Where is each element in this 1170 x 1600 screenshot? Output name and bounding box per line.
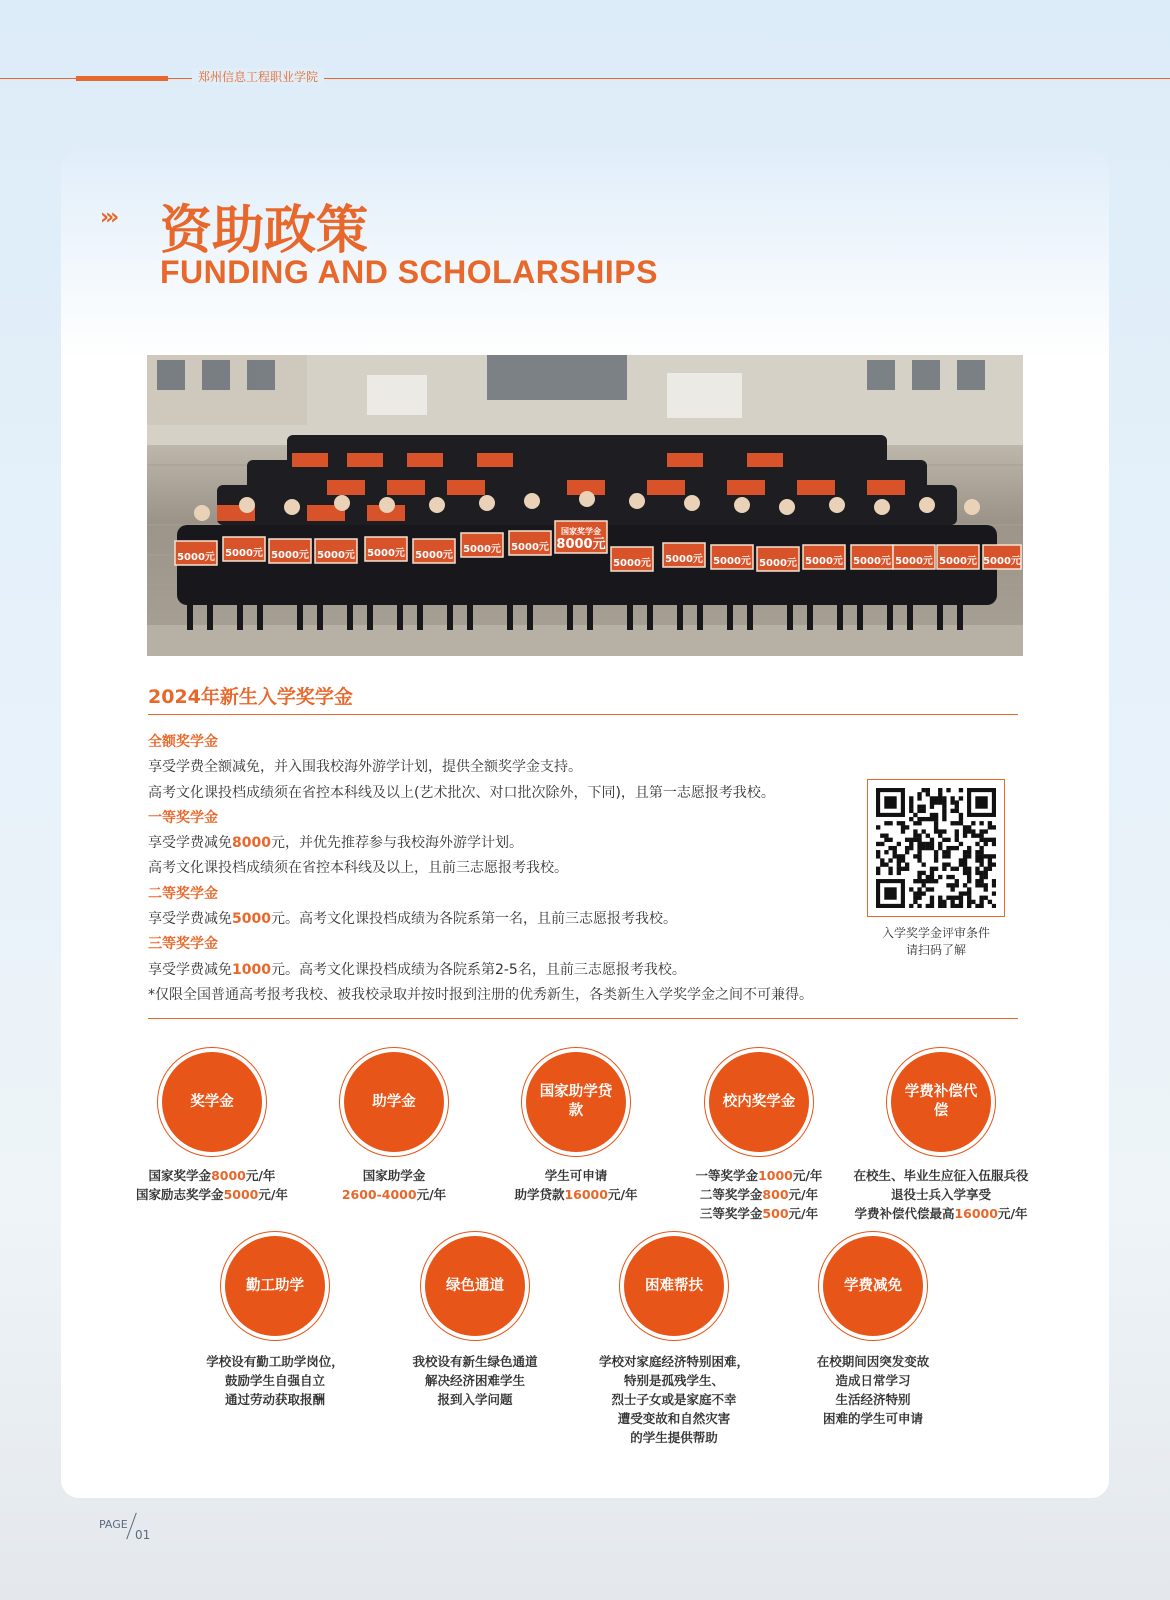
sign-amount: 5000元 [317, 550, 355, 561]
funding-label: 绿色通道 [446, 1277, 504, 1294]
funding-desc-tuition-compensation [836, 1166, 1046, 1223]
desc-line: 困难的学生可申请 [822, 1411, 923, 1426]
qr-code[interactable] [867, 779, 1005, 917]
page-label: PAGE [99, 1518, 128, 1531]
funding-circle-green-channel [425, 1236, 525, 1336]
sign-amount: 5000元 [367, 548, 405, 559]
funding-desc-scholarship [112, 1166, 312, 1204]
desc-line: 二等奖学金800元/年 [699, 1187, 819, 1202]
sign-amount: 5000元 [895, 556, 933, 567]
funding-circle-grant [344, 1052, 444, 1152]
funding-circle-loan [526, 1052, 626, 1152]
sign-amount: 5000元 [613, 558, 651, 569]
desc-line: 特别是孤残学生、 [623, 1373, 724, 1388]
full-scholarship-requirement: 高考文化课投档成绩须在省控本科线及以上(艺术批次、对口批次除外，下同)，且第一志愿报考我校。 [148, 784, 775, 801]
page-title: 资助政策 [160, 201, 369, 261]
second-class-amount: 5000 [232, 911, 271, 928]
scholarship-note: *仅限全国普通高考报考我校、被我校录取并按时报到注册的优秀新生，各类新生入学奖学金之间不可兼得。 [148, 986, 813, 1003]
sign-amount: 5000元 [271, 550, 309, 561]
first-class-requirement: 高考文化课投档成绩须在省控本科线及以上，且前三志愿报考我校。 [148, 860, 568, 877]
second-class-pre: 享受学费减免 [148, 911, 232, 928]
funding-label: 学费减免 [844, 1277, 902, 1294]
desc-line: 我校设有新生绿色通道 [412, 1354, 538, 1369]
header-rule [0, 78, 1170, 79]
sign-amount: 5000元 [759, 558, 797, 569]
group-photo-illustration [147, 355, 1023, 656]
desc-line: 国家励志奖学金5000元/年 [136, 1187, 288, 1202]
first-class-heading: 一等奖学金 [148, 809, 218, 826]
sign-amount: 5000元 [225, 548, 263, 559]
funding-desc-green-channel [375, 1352, 575, 1409]
sign-amount: 5000元 [939, 556, 977, 567]
desc-line: 国家助学金 [362, 1168, 426, 1183]
funding-label: 奖学金 [190, 1093, 234, 1110]
header-accent-bar [76, 76, 168, 81]
big-sign-amount: 8000元 [556, 537, 606, 552]
desc-line: 鼓励学生自强自立 [224, 1373, 325, 1388]
desc-line: 三等奖学金500元/年 [699, 1206, 819, 1221]
sign-amount: 5000元 [983, 556, 1021, 567]
desc-line: 通过劳动获取报酬 [224, 1392, 325, 1407]
freshman-scholarship-title: 2024年新生入学奖学金 [148, 686, 353, 708]
desc-line: 解决经济困难学生 [424, 1373, 525, 1388]
chevrons-icon: ››› [100, 205, 116, 230]
funding-desc-work-study [175, 1352, 375, 1409]
desc-line: 国家奖学金8000元/年 [148, 1168, 276, 1183]
funding-desc-loan [476, 1166, 676, 1204]
desc-line: 学校对家庭经济特别困难， [598, 1354, 749, 1369]
full-scholarship-benefit: 享受学费全额减免，并入围我校海外游学计划，提供全额奖学金支持。 [148, 759, 582, 776]
third-class-heading: 三等奖学金 [148, 936, 218, 953]
funding-circle-scholarship [162, 1052, 262, 1152]
big-sign-title: 国家奖学金 [561, 527, 601, 536]
funding-circle-campus-scholarship [709, 1052, 809, 1152]
qr-code-pattern [876, 788, 996, 908]
funding-label: 困难帮扶 [645, 1277, 703, 1294]
desc-line: 学生可申请 [544, 1168, 608, 1183]
funding-label: 助学金 [372, 1093, 416, 1110]
funding-circle-hardship-support [624, 1236, 724, 1336]
funding-label: 学费补偿代偿 [904, 1084, 978, 1119]
desc-line: 遭受变故和自然灾害 [617, 1411, 731, 1426]
desc-line: 造成日常学习 [835, 1373, 911, 1388]
first-class-amount: 8000 [232, 835, 271, 852]
funding-desc-campus-scholarship [659, 1166, 859, 1223]
sign-amount: 5000元 [511, 542, 549, 553]
desc-line: 2600-4000元/年 [341, 1187, 447, 1202]
first-class-pre: 享受学费减免 [148, 835, 232, 852]
funding-desc-hardship-support [574, 1352, 774, 1447]
desc-line: 退役士兵入学享受 [890, 1187, 991, 1202]
page-number: 01 [135, 1528, 151, 1542]
funding-circle-tuition-compensation [891, 1052, 991, 1152]
second-class-benefit [148, 907, 848, 932]
sign-amount: 5000元 [415, 550, 453, 561]
desc-line: 学校设有勤工助学岗位， [206, 1354, 344, 1369]
qr-caption-line: 入学奖学金评审条件 [881, 926, 990, 940]
funding-desc-tuition-waiver [773, 1352, 973, 1428]
desc-line: 的学生提供帮助 [630, 1430, 718, 1445]
school-name: 郑州信息工程职业学院 [192, 68, 324, 85]
funding-label: 校内奖学金 [722, 1093, 796, 1110]
sign-amount: 5000元 [177, 552, 215, 563]
desc-line: 在校期间因突发变故 [816, 1354, 930, 1369]
sign-amount: 5000元 [665, 554, 703, 565]
third-class-amount: 1000 [232, 961, 271, 978]
sign-amount: 5000元 [805, 556, 843, 567]
funding-label: 勤工助学 [246, 1277, 304, 1294]
third-class-pre: 享受学费减免 [148, 961, 232, 978]
qr-caption [860, 925, 1012, 959]
sign-amount: 5000元 [463, 544, 501, 555]
second-class-heading: 二等奖学金 [148, 885, 218, 902]
section-rule-top [148, 714, 1018, 715]
desc-line: 生活经济特别 [835, 1392, 911, 1407]
funding-circle-tuition-waiver [823, 1236, 923, 1336]
desc-line: 助学贷款16000元/年 [514, 1187, 638, 1202]
desc-line: 学费补偿代偿最高16000元/年 [854, 1206, 1028, 1221]
scholarship-details [148, 730, 848, 1008]
third-class-post: 元。高考文化课投档成绩为各院系第2-5名，且前三志愿报考我校。 [270, 961, 686, 978]
third-class-benefit [148, 958, 848, 983]
funding-circle-work-study [225, 1236, 325, 1336]
first-class-benefit [148, 831, 848, 856]
second-class-post: 元。高考文化课投档成绩为各院系第一名，且前三志愿报考我校。 [270, 911, 677, 928]
desc-line: 一等奖学金1000元/年 [695, 1168, 823, 1183]
section-rule-bottom [148, 1018, 1018, 1019]
group-photo [147, 355, 1023, 656]
first-class-post: 元，并优先推荐参与我校海外游学计划。 [270, 835, 523, 852]
full-scholarship-heading: 全额奖学金 [148, 734, 218, 750]
desc-line: 在校生、毕业生应征入伍服兵役 [853, 1168, 1029, 1183]
funding-desc-grant [294, 1166, 494, 1204]
desc-line: 烈士子女或是家庭不幸 [611, 1392, 737, 1407]
page-subtitle: FUNDING AND SCHOLARSHIPS [160, 254, 658, 290]
desc-line: 报到入学问题 [437, 1392, 513, 1407]
qr-caption-line: 请扫码了解 [905, 943, 966, 957]
sign-amount: 5000元 [713, 556, 751, 567]
sign-amount: 5000元 [853, 556, 891, 567]
funding-label: 国家助学贷款 [539, 1084, 613, 1119]
